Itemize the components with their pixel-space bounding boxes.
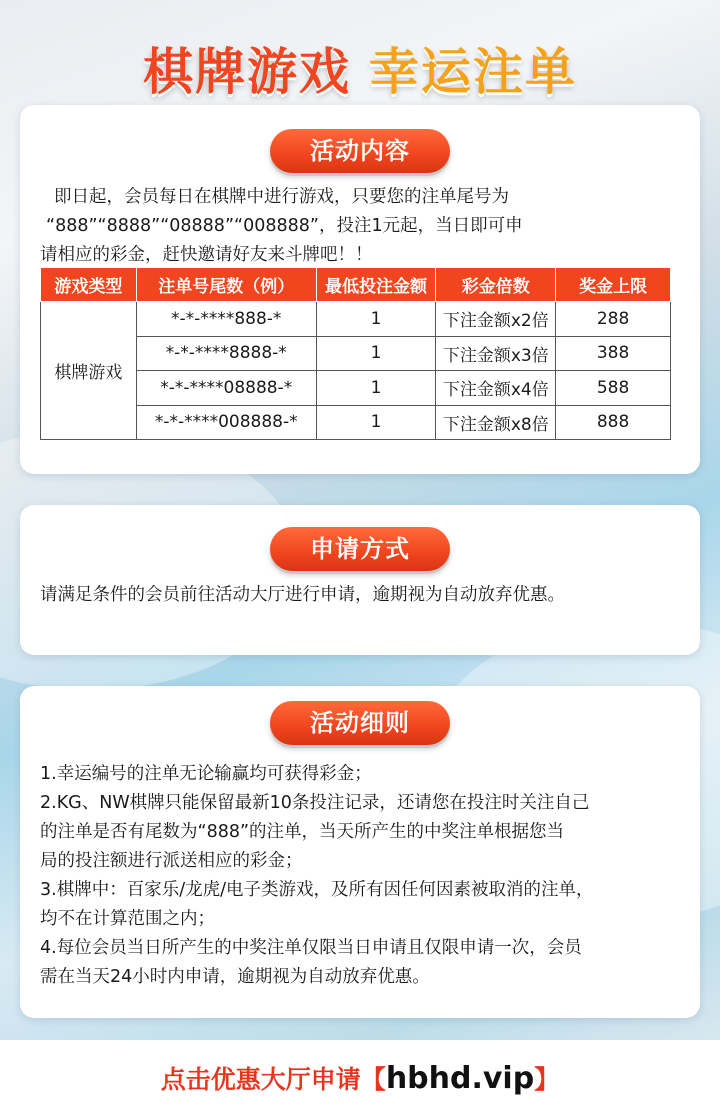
table-header: 游戏类型: [41, 268, 137, 302]
rule-line: 局的投注额进行派送相应的彩金；: [40, 851, 303, 871]
activity-rules-card: [20, 686, 700, 1018]
game-type-cell: 棋牌游戏: [41, 302, 137, 440]
title-part-2: 幸运注单: [369, 43, 577, 101]
apply-link-bracket: 】: [534, 1065, 560, 1094]
cap-cell: 888: [556, 405, 671, 440]
activity-content-heading: 活动内容: [270, 129, 450, 173]
rule-line: 均不在计算范围之内；: [40, 909, 215, 929]
min-bet-cell: 1: [316, 371, 436, 406]
tail-cell: *-*-****888-*: [136, 302, 316, 337]
activity-content-card: [20, 105, 700, 474]
application-method-text: 请满足条件的会员前往活动大厅进行申请，逾期视为自动放弃优惠。: [40, 585, 565, 605]
intro-line-1: 即日起，会员每日在棋牌中进行游戏，只要您的注单尾号为: [54, 187, 509, 207]
apply-link-label: 点击优惠大厅申请【: [160, 1065, 386, 1094]
tail-cell: *-*-****8888-*: [136, 336, 316, 371]
min-bet-cell: 1: [316, 336, 436, 371]
rule-line: 3.棋牌中：百家乐/龙虎/电子类游戏，及所有因任何因素被取消的注单，: [40, 880, 594, 900]
activity-rules-heading: 活动细则: [270, 701, 450, 745]
rule-line: 4.每位会员当日所产生的中奖注单仅限当日申请且仅限申请一次，会员: [40, 938, 582, 958]
apply-link-banner[interactable]: [0, 1040, 720, 1117]
title-part-1: 棋牌游戏: [143, 43, 351, 101]
table-header: 彩金倍数: [436, 268, 556, 302]
rules-table: [40, 267, 671, 440]
min-bet-cell: 1: [316, 405, 436, 440]
rule-line: 1.幸运编号的注单无论输赢均可获得彩金；: [40, 764, 372, 784]
cap-cell: 588: [556, 371, 671, 406]
multiplier-cell: 下注金额x3倍: [436, 336, 556, 371]
multiplier-cell: 下注金额x8倍: [436, 405, 556, 440]
tail-cell: *-*-****08888-*: [136, 371, 316, 406]
rule-line: 2.KG、NW棋牌只能保留最新10条投注记录，还请您在投注时关注自己: [40, 793, 590, 813]
rule-line: 需在当天24小时内申请，逾期视为自动放弃优惠。: [40, 967, 430, 987]
table-header-row: [41, 268, 671, 302]
intro-line-3: 请相应的彩金，赶快邀请好友来斗牌吧！！: [40, 245, 373, 265]
tail-cell: *-*-****008888-*: [136, 405, 316, 440]
min-bet-cell: 1: [316, 302, 436, 337]
intro-line-2: “888”“8888”“08888”“008888”，投注1元起，当日即可申: [46, 216, 523, 236]
application-method-heading: 申请方式: [270, 527, 450, 571]
cap-cell: 288: [556, 302, 671, 337]
table-header: 注单号尾数（例）: [136, 268, 316, 302]
application-method-card: [20, 505, 700, 655]
page-title: [0, 32, 720, 102]
rule-line: 的注单是否有尾数为“888”的注单，当天所产生的中奖注单根据您当: [40, 822, 565, 842]
apply-link-url[interactable]: hbhd.vip: [385, 1061, 535, 1096]
table-row: [41, 302, 671, 337]
multiplier-cell: 下注金额x2倍: [436, 302, 556, 337]
table-header: 最低投注金额: [316, 268, 436, 302]
cap-cell: 388: [556, 336, 671, 371]
multiplier-cell: 下注金额x4倍: [436, 371, 556, 406]
table-header: 奖金上限: [556, 268, 671, 302]
